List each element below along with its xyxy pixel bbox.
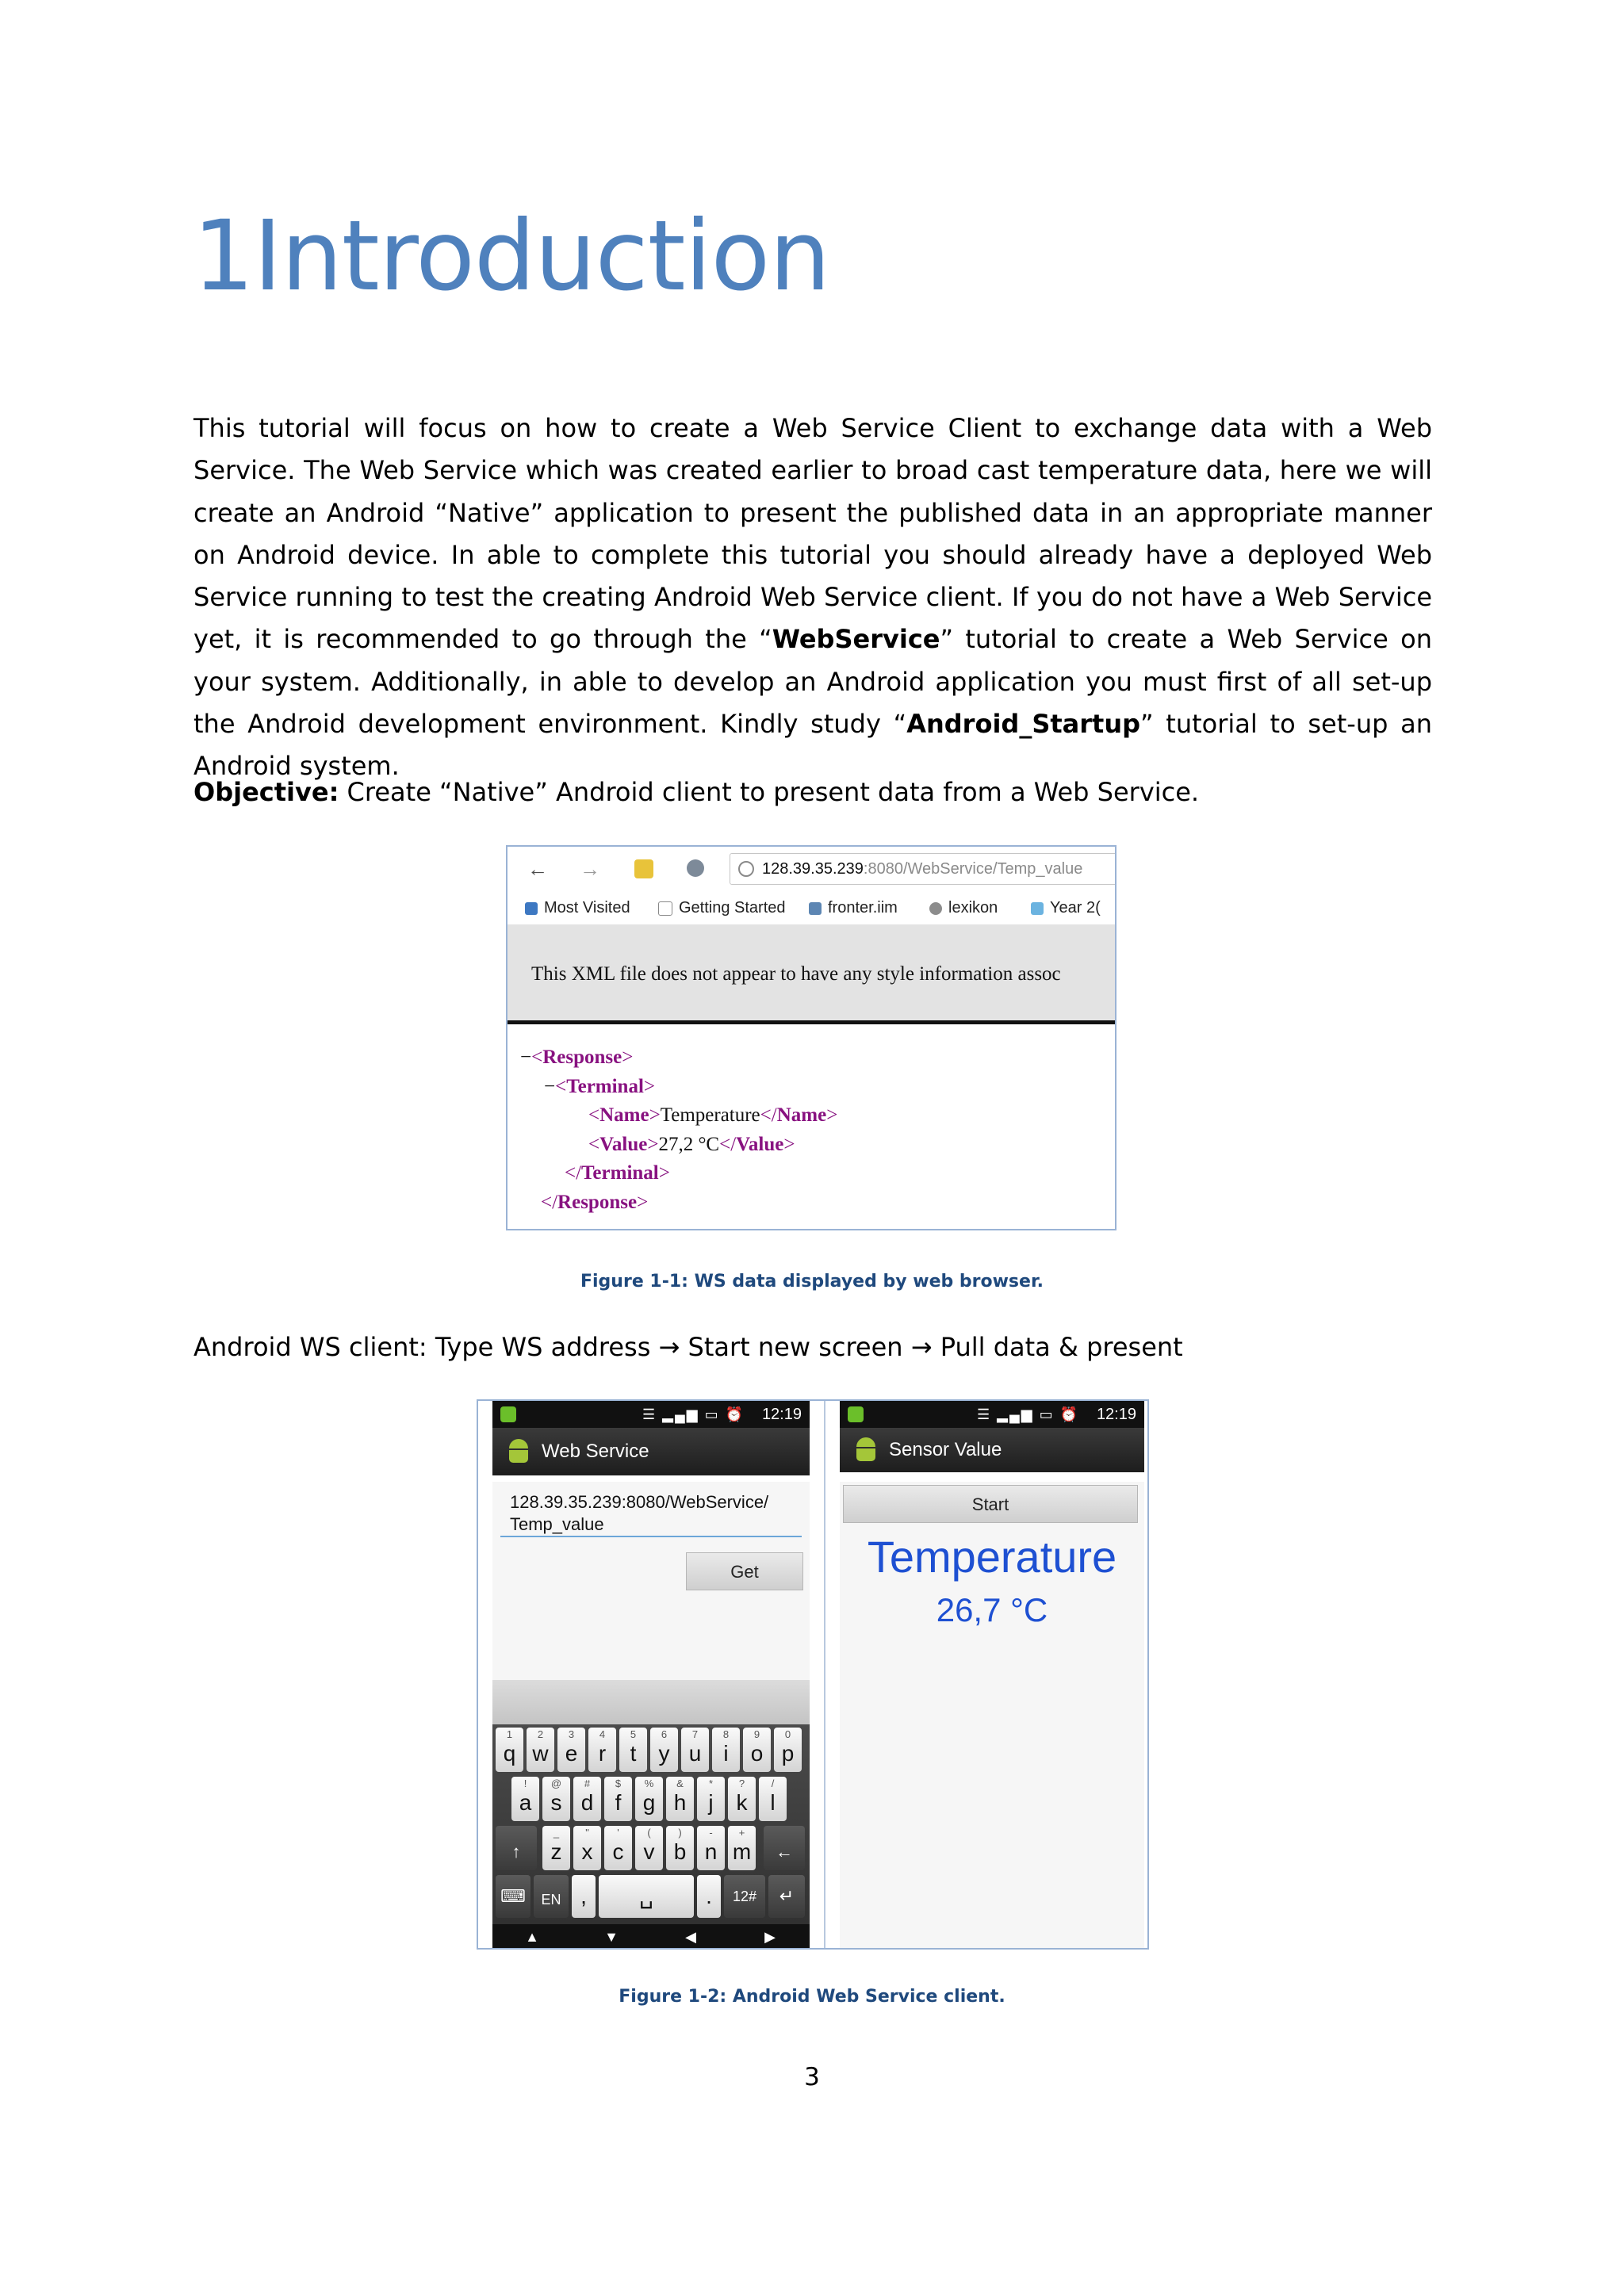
app-notification-icon (500, 1406, 516, 1422)
temperature-value: 26,7 °C (936, 1591, 1048, 1628)
bookmark-most-visited[interactable]: Most Visited (525, 891, 630, 924)
back-icon[interactable]: ← (527, 857, 548, 881)
phone2-status-bar (840, 1401, 1144, 1428)
key-r[interactable]: 4 r (588, 1728, 616, 1772)
arrow-up-icon[interactable]: ▲ (525, 1929, 539, 1945)
key-c[interactable]: ' c (604, 1826, 632, 1870)
xml-line-name: <Name>Temperature</Name> (588, 1104, 838, 1126)
bookmark-year[interactable]: Year 2( (1031, 891, 1101, 924)
key-t[interactable]: 5 t (619, 1728, 647, 1772)
arrow-left-icon[interactable]: ◀ (685, 1929, 696, 1945)
phone-divider (824, 1401, 825, 1948)
xml-line-value: <Value>27,2 °C</Value> (588, 1133, 795, 1155)
paragraph-part-3: ” tutorial to set-up an Android system. (193, 709, 1433, 782)
phone2-action-bar (840, 1428, 1144, 1472)
globe-icon (738, 861, 754, 877)
intro-paragraph (193, 408, 1432, 788)
url-bar[interactable] (730, 853, 1116, 885)
phone2-title: Sensor Value (889, 1439, 1002, 1460)
bookmark-icon (809, 902, 822, 915)
numbers-key[interactable]: 12# (724, 1875, 765, 1918)
status-icons: ☰ ▂▄▆ ▭ ⏰ (642, 1406, 745, 1422)
key-o[interactable]: 9 o (743, 1728, 771, 1772)
key-e[interactable]: 3 e (557, 1728, 585, 1772)
start-button[interactable]: Start (843, 1485, 1138, 1523)
comma-key[interactable]: , (572, 1875, 596, 1918)
addon-icon[interactable] (687, 859, 704, 877)
figure-1-caption: Figure 1-1: WS data displayed by web browser. (580, 1272, 1044, 1292)
phone1-action-bar (492, 1428, 810, 1475)
key-x[interactable]: " x (573, 1826, 601, 1870)
paragraph-bold-android-startup: Android_Startup (906, 709, 1141, 740)
android-icon (507, 1439, 530, 1464)
status-time: 12:19 (1096, 1406, 1136, 1423)
bookmark-icon (1031, 902, 1044, 915)
key-s[interactable]: @ s (542, 1777, 570, 1821)
bookmark-fronter[interactable]: fronter.iim (809, 891, 898, 924)
key-n[interactable]: - n (697, 1826, 725, 1870)
key-a[interactable]: ! a (511, 1777, 539, 1821)
get-button[interactable]: Get (686, 1552, 803, 1590)
key-l[interactable]: / l (759, 1777, 787, 1821)
bookmarks-bar (508, 891, 1115, 925)
keyboard-icon[interactable]: ⌨ (496, 1875, 530, 1918)
android-icon (854, 1437, 878, 1463)
paragraph-part-1: This tutorial will focus on how to create a Web Service Client to exchange data with a Web Service. The Web Service which was created earlier to broad cast temperature data, here we will create an Android “Native” application to present the published data in an appropriate manner on Android device. In able to complete this tutorial you should already have a deployed Web Service running to test the creating Android Web Service client. If you do not have a Web Service yet, it is recommended to go through the “ (193, 413, 1432, 655)
ws-address-input[interactable]: 128.39.35.239:8080/WebService/ Temp_value (500, 1490, 802, 1537)
key-j[interactable]: * j (697, 1777, 725, 1821)
objective-label: Objective: (193, 777, 339, 807)
shift-key[interactable]: ↑ (496, 1826, 537, 1870)
flow-text: Android WS client: Type WS address → Start new screen → Pull data & present (193, 1332, 1183, 1362)
key-q[interactable]: 1 q (496, 1728, 523, 1772)
key-y[interactable]: 6 y (650, 1728, 678, 1772)
xml-line-response-close: </Response> (541, 1191, 649, 1213)
url-host: 128.39.35.239 (762, 860, 864, 878)
key-h[interactable]: & h (666, 1777, 694, 1821)
space-key[interactable]: ␣ (599, 1875, 694, 1918)
bookmark-lexikon[interactable]: lexikon (929, 891, 998, 924)
key-d[interactable]: # d (573, 1777, 601, 1821)
home-icon[interactable] (634, 859, 653, 878)
arrow-down-icon[interactable]: ▼ (604, 1929, 619, 1945)
temperature-label: Temperature (867, 1532, 1117, 1582)
objective-line (193, 771, 1432, 813)
url-path: :8080/WebService/Temp_value (863, 860, 1083, 878)
enter-key[interactable]: ↵ (768, 1875, 805, 1918)
forward-icon[interactable]: → (580, 857, 600, 881)
status-icons: ☰ ▂▄▆ ▭ ⏰ (977, 1406, 1079, 1422)
page-icon (658, 901, 672, 916)
language-key[interactable]: EN (534, 1875, 569, 1918)
bookmark-icon (929, 902, 942, 915)
paragraph-part-2: ” tutorial to create a Web Service on your system. Additionally, in able to develop an Android application you must first of all set-up the Android development environment. Kindly study “ (193, 624, 1433, 740)
xml-line-response-open: −<Response> (520, 1047, 634, 1068)
xml-line-terminal-close: </Terminal> (565, 1162, 670, 1184)
soft-keyboard (492, 1724, 810, 1938)
key-f[interactable]: $ f (604, 1777, 632, 1821)
objective-text: Create “Native” Android client to present data from a Web Service. (339, 777, 1200, 807)
key-k[interactable]: ? k (728, 1777, 756, 1821)
phone1-title: Web Service (542, 1441, 649, 1462)
app-notification-icon (848, 1406, 864, 1422)
bookmark-icon (525, 902, 538, 915)
status-time: 12:19 (761, 1406, 802, 1423)
android-screenshots (477, 1399, 1149, 1950)
key-u[interactable]: 7 u (681, 1728, 709, 1772)
key-m[interactable]: + m (728, 1826, 756, 1870)
paragraph-bold-webservice: WebService (772, 624, 940, 655)
backspace-key[interactable]: ← (764, 1826, 805, 1870)
period-key[interactable]: . (697, 1875, 721, 1918)
xml-line-terminal-open: −<Terminal> (544, 1075, 656, 1097)
key-b[interactable]: ) b (666, 1826, 694, 1870)
browser-nav-row (508, 847, 1115, 891)
phone1-nav-strip (492, 1924, 810, 1950)
xml-info-bar: This XML file does not appear to have any style information assoc (508, 924, 1115, 1024)
browser-screenshot (506, 845, 1116, 1230)
arrow-right-icon[interactable]: ▶ (764, 1929, 776, 1945)
suggestion-strip (492, 1680, 810, 1724)
phone1-status-bar (492, 1401, 810, 1428)
key-g[interactable]: % g (635, 1777, 663, 1821)
key-w[interactable]: 2 w (527, 1728, 554, 1772)
key-v[interactable]: ( v (635, 1826, 663, 1870)
figure-2-caption: Figure 1-2: Android Web Service client. (619, 1987, 1005, 2007)
key-p[interactable]: 0 p (774, 1728, 802, 1772)
bookmark-getting-started[interactable]: Getting Started (658, 891, 786, 924)
page-number: 3 (804, 2063, 820, 2091)
section-heading: 1Introduction (193, 200, 830, 312)
key-z[interactable]: _ z (542, 1826, 570, 1870)
key-i[interactable]: 8 i (712, 1728, 740, 1772)
